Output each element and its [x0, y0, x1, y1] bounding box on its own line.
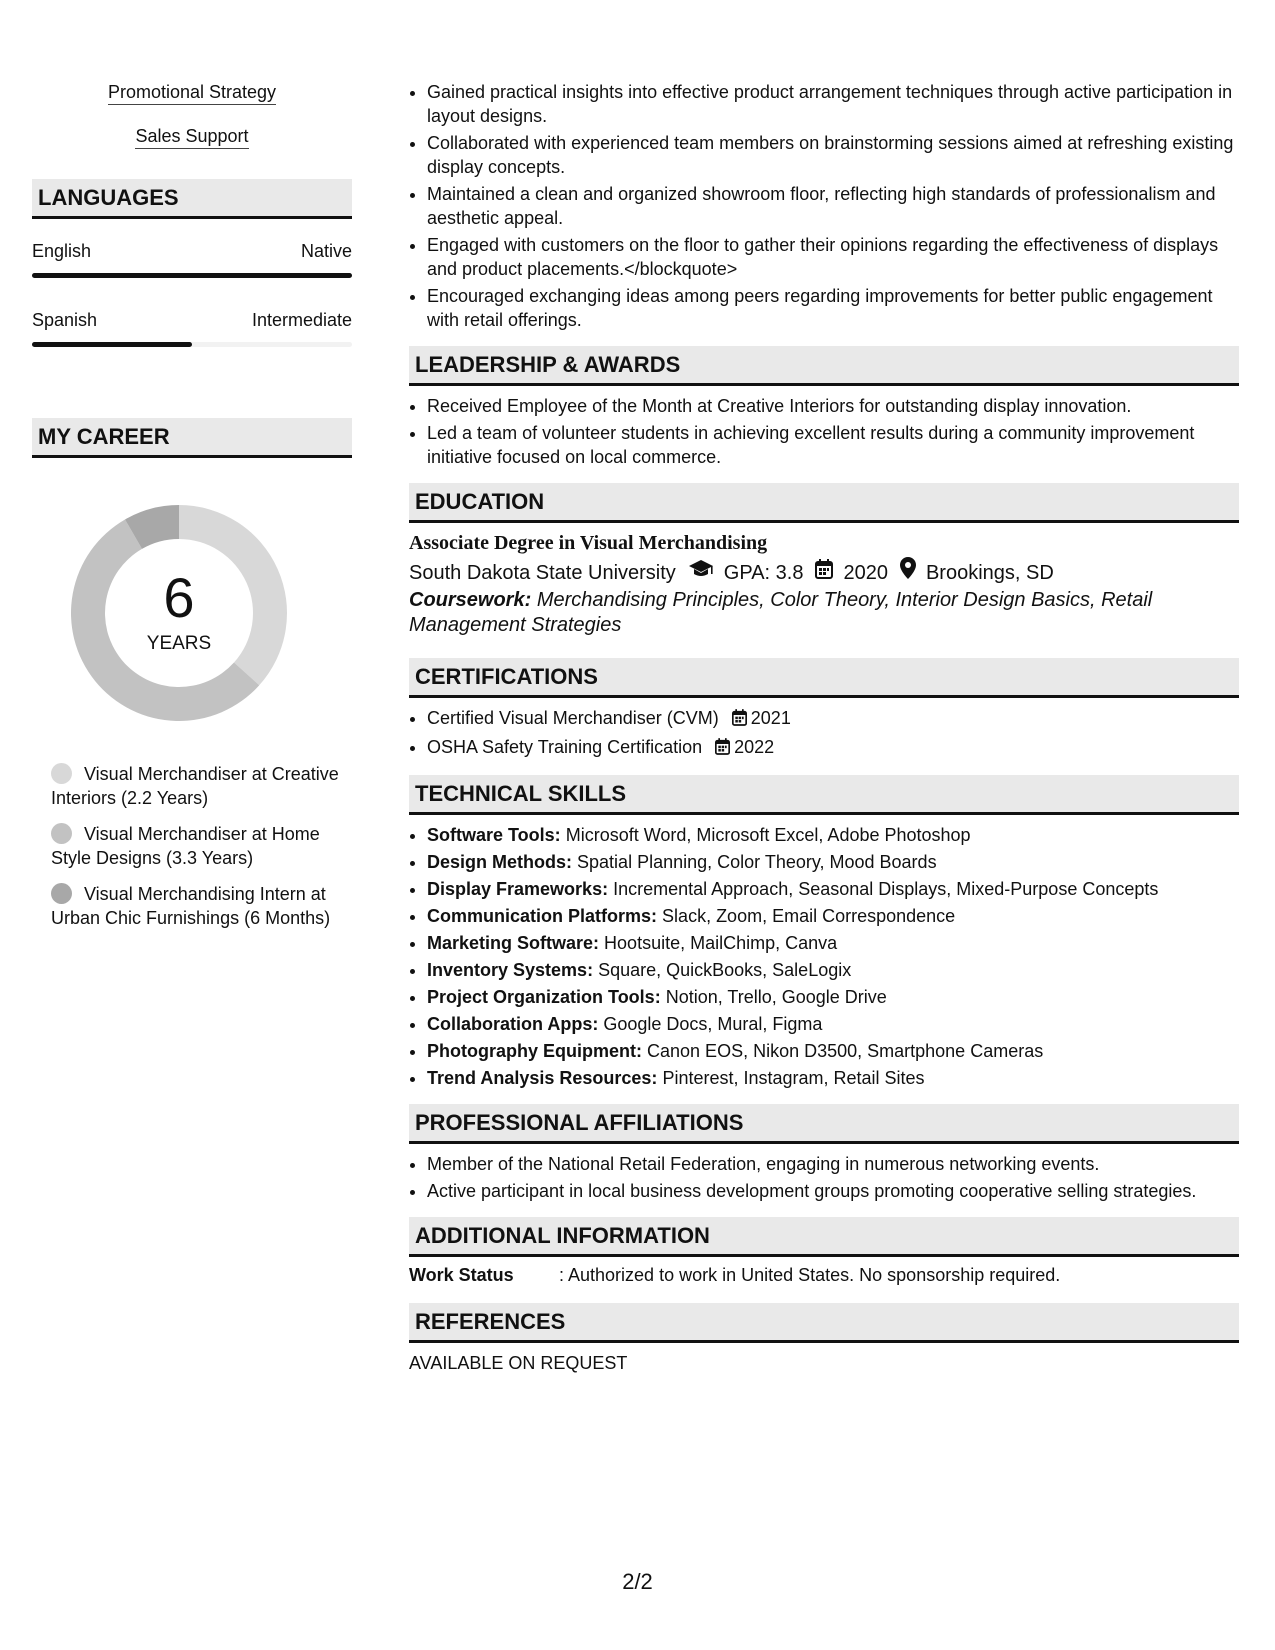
- language-entry: [32, 239, 352, 278]
- skill-category: Software Tools:: [427, 825, 561, 845]
- skill-values: Spatial Planning, Color Theory, Mood Boards: [577, 852, 937, 872]
- skill-category: Display Frameworks:: [427, 879, 609, 899]
- graduation-year: 2020: [843, 561, 888, 584]
- language-name: Spanish: [32, 310, 98, 330]
- leadership-list: [409, 394, 1239, 469]
- calendar-icon: [732, 708, 747, 732]
- certification-item: [427, 706, 1239, 732]
- skill-tag: [32, 80, 352, 105]
- legend-dot-icon: [51, 763, 72, 784]
- education-entry: [409, 529, 1239, 638]
- language-level: Intermediate: [251, 310, 352, 330]
- language-proficiency-bar: [32, 273, 352, 278]
- skill-tag: [32, 124, 352, 149]
- technical-skills-list: [409, 823, 1239, 1090]
- experience-bullet: • Collaborated with experienced team members on brainstorming sessions aimed at refreshing existing display concepts.: [427, 131, 1239, 179]
- sidebar: [32, 80, 352, 942]
- career-heading: MY CAREER: [32, 418, 352, 458]
- technical-skill-item: [427, 958, 1239, 982]
- career-years-label: YEARS: [146, 633, 212, 654]
- school-name: South Dakota State University: [409, 561, 676, 584]
- skill-values: Hootsuite, MailChimp, Canva: [604, 933, 838, 953]
- certification-item: [427, 735, 1239, 761]
- coursework: [409, 588, 1239, 638]
- language-proficiency-fill: [32, 273, 352, 278]
- certification-name: Certified Visual Merchandiser (CVM): [427, 708, 719, 728]
- career-legend-item: [51, 822, 341, 870]
- education-heading: EDUCATION: [409, 483, 1239, 523]
- leadership-heading: LEADERSHIP & AWARDS: [409, 346, 1239, 386]
- career-donut-chart: [64, 498, 294, 728]
- skill-values: Pinterest, Instagram, Retail Sites: [662, 1068, 925, 1088]
- language-proficiency-fill: [32, 342, 192, 347]
- degree-title: Associate Degree in Visual Merchandising: [409, 532, 768, 554]
- skill-values: Slack, Zoom, Email Correspondence: [662, 906, 956, 926]
- skill-values: Google Docs, Mural, Figma: [603, 1014, 823, 1034]
- skill-category: Design Methods:: [427, 852, 573, 872]
- graduation-cap-icon: [688, 558, 714, 588]
- leadership-item: • Led a team of volunteer students in achieving excellent results during a community improvement initiative focused on local commerce.: [427, 421, 1239, 469]
- career-legend: [32, 762, 341, 930]
- affiliation-item: • Active participant in local business development groups promoting cooperative selling strategies.: [427, 1179, 1239, 1203]
- technical-skill-item: [427, 823, 1239, 847]
- technical-skill-item: [427, 1012, 1239, 1036]
- education-details: [409, 557, 1239, 588]
- coursework-list: Merchandising Principles, Color Theory, Interior Design Basics, Retail Management Strategies: [409, 589, 1153, 636]
- skill-values: Square, QuickBooks, SaleLogix: [598, 960, 852, 980]
- skill-category: Photography Equipment:: [427, 1041, 642, 1061]
- calendar-icon: [715, 737, 730, 761]
- language-level: Native: [300, 241, 352, 261]
- skill-values: Incremental Approach, Seasonal Displays, Mixed-Purpose Concepts: [613, 879, 1159, 899]
- certifications-heading: CERTIFICATIONS: [409, 658, 1239, 698]
- skill-category: Trend Analysis Resources:: [427, 1068, 658, 1088]
- skill-category: Communication Platforms:: [427, 906, 658, 926]
- technical-skills-heading: TECHNICAL SKILLS: [409, 775, 1239, 815]
- map-pin-icon: [900, 557, 916, 588]
- technical-skill-item: [427, 1066, 1239, 1090]
- legend-dot-icon: [51, 883, 72, 904]
- gpa: GPA: 3.8: [723, 561, 804, 584]
- skill-values: Microsoft Word, Microsoft Excel, Adobe Photoshop: [565, 825, 971, 845]
- skill-category: Marketing Software:: [427, 933, 600, 953]
- work-status-value: : Authorized to work in United States. No sponsorship required.: [559, 1265, 1061, 1285]
- career-legend-item: [51, 762, 341, 810]
- language-name: English: [32, 241, 92, 261]
- experience-bullet: • Gained practical insights into effective product arrangement techniques through active participation in layout designs.: [427, 80, 1239, 128]
- language-proficiency-bar: [32, 342, 352, 347]
- technical-skill-item: [427, 1039, 1239, 1063]
- experience-bullet: • Engaged with customers on the floor to gather their opinions regarding the effectiveness of displays and product placements.</blockquote>: [427, 233, 1239, 281]
- calendar-icon: [815, 558, 833, 588]
- technical-skill-item: [427, 877, 1239, 901]
- skill-category: Project Organization Tools:: [427, 987, 661, 1007]
- certification-year: 2021: [750, 708, 791, 728]
- experience-bullets: [409, 80, 1239, 332]
- affiliations-heading: PROFESSIONAL AFFILIATIONS: [409, 1104, 1239, 1144]
- skill-tag-label: Promotional Strategy: [108, 80, 276, 105]
- skill-values: Notion, Trello, Google Drive: [665, 987, 887, 1007]
- skill-values: Canon EOS, Nikon D3500, Smartphone Cameras: [647, 1041, 1044, 1061]
- certification-year: 2022: [734, 737, 775, 757]
- language-entry: [32, 308, 352, 347]
- technical-skill-item: [427, 985, 1239, 1009]
- technical-skill-item: [427, 904, 1239, 928]
- additional-info-heading: ADDITIONAL INFORMATION: [409, 1217, 1239, 1257]
- career-legend-item: [51, 882, 341, 930]
- certification-name: OSHA Safety Training Certification: [427, 737, 703, 757]
- work-status-row: [409, 1263, 1239, 1287]
- affiliations-list: [409, 1152, 1239, 1203]
- career-legend-label: Visual Merchandiser at Creative Interiors (2.2 Years): [51, 764, 339, 808]
- references-heading: REFERENCES: [409, 1303, 1239, 1343]
- page-number: 2/2: [622, 1569, 653, 1594]
- legend-dot-icon: [51, 823, 72, 844]
- main-column: [409, 80, 1239, 1375]
- references-text: AVAILABLE ON REQUEST: [409, 1353, 628, 1373]
- school-location: Brookings, SD: [925, 561, 1054, 584]
- career-legend-label: Visual Merchandising Intern at Urban Chic Furnishings (6 Months): [51, 884, 331, 928]
- skill-tag-label: Sales Support: [135, 124, 248, 149]
- technical-skill-item: [427, 850, 1239, 874]
- coursework-label: Coursework:: [409, 589, 532, 611]
- career-total-years: 6: [163, 566, 195, 629]
- technical-skill-item: [427, 931, 1239, 955]
- work-status-label: Work Status: [409, 1265, 514, 1285]
- leadership-item: • Received Employee of the Month at Creative Interiors for outstanding display innovation.: [427, 394, 1239, 418]
- experience-bullet: • Maintained a clean and organized showroom floor, reflecting high standards of professionalism and aesthetic appeal.: [427, 182, 1239, 230]
- skill-category: Collaboration Apps:: [427, 1014, 599, 1034]
- career-legend-label: Visual Merchandiser at Home Style Designs (3.3 Years): [51, 824, 320, 868]
- experience-bullet: • Encouraged exchanging ideas among peers regarding improvements for better public engagement with retail offerings.: [427, 284, 1239, 332]
- skill-category: Inventory Systems:: [427, 960, 594, 980]
- languages-heading: LANGUAGES: [32, 179, 352, 219]
- certifications-list: [409, 706, 1239, 761]
- affiliation-item: • Member of the National Retail Federation, engaging in numerous networking events.: [427, 1152, 1239, 1176]
